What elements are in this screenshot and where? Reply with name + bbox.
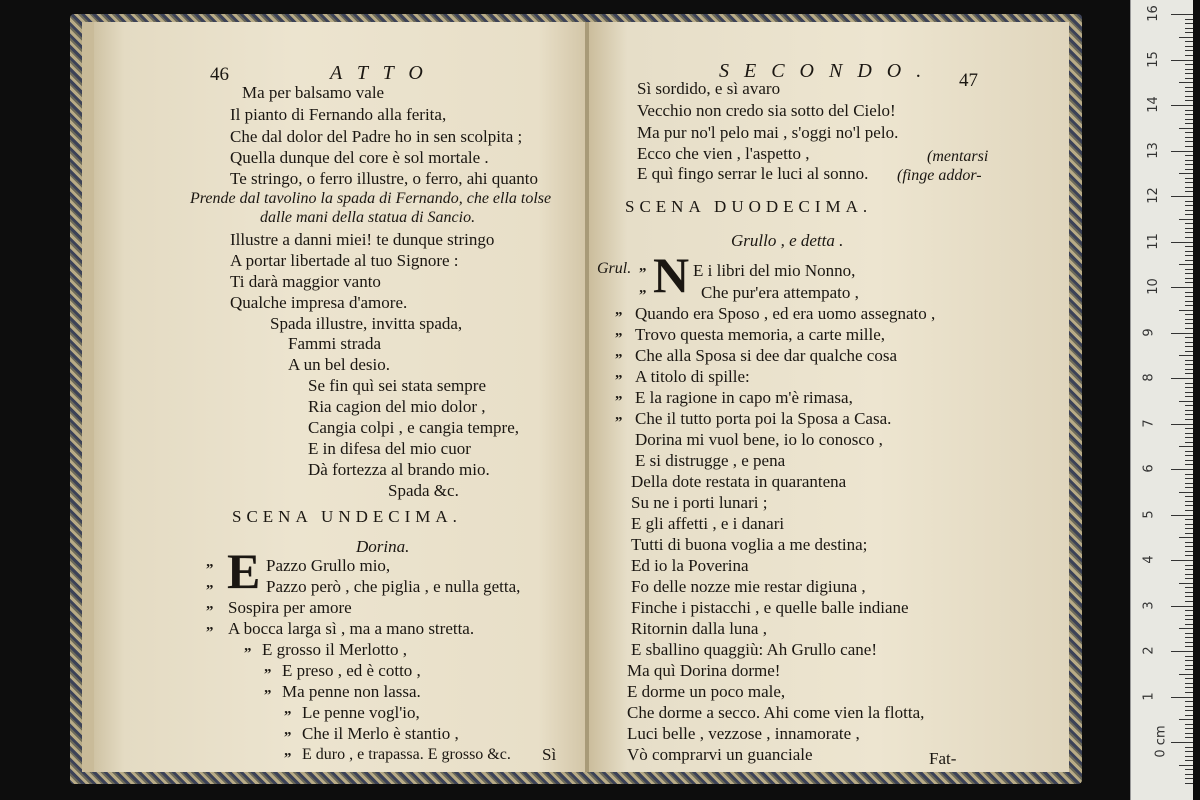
ruler-tick bbox=[1185, 314, 1193, 315]
ruler-tick bbox=[1185, 273, 1193, 274]
ruler-tick bbox=[1185, 774, 1193, 775]
ruler-tick bbox=[1185, 32, 1193, 33]
ruler-tick bbox=[1185, 19, 1193, 20]
ruler-tick bbox=[1185, 205, 1193, 206]
ruler-tick bbox=[1185, 278, 1193, 279]
text-line: E quì fingo serrar le luci al sonno. bbox=[637, 164, 869, 183]
ruler-tick bbox=[1185, 464, 1193, 465]
ruler-label: 0 cm bbox=[1153, 725, 1169, 758]
ruler-tick bbox=[1185, 519, 1193, 520]
ruler-tick bbox=[1185, 160, 1193, 161]
ruler-tick bbox=[1179, 82, 1193, 83]
ruler-tick bbox=[1179, 446, 1193, 447]
text-line: Che dal dolor del Padre ho in sen scolpita ; bbox=[230, 127, 523, 146]
ruler-tick bbox=[1185, 187, 1193, 188]
ruler-tick bbox=[1185, 692, 1193, 693]
ruler-tick bbox=[1185, 292, 1193, 293]
ruler-label: 6 bbox=[1141, 464, 1157, 473]
ruler-tick bbox=[1185, 733, 1193, 734]
ruler-tick bbox=[1185, 487, 1193, 488]
ruler-tick bbox=[1185, 687, 1193, 688]
verse-line: Luci belle , vezzose , innamorate , bbox=[627, 724, 860, 743]
ruler-tick bbox=[1185, 64, 1193, 65]
ruler-tick bbox=[1171, 424, 1193, 425]
text-line: Te stringo, o ferro illustre, o ferro, ahi quanto bbox=[230, 169, 539, 188]
verse-line: E la ragione in capo m'è rimasa, bbox=[635, 388, 853, 407]
ruler-tick bbox=[1185, 442, 1193, 443]
ruler-tick bbox=[1171, 242, 1193, 243]
measuring-ruler bbox=[1130, 0, 1193, 800]
ruler-tick bbox=[1171, 560, 1193, 561]
text-line: Fammi strada bbox=[288, 334, 382, 353]
ruler-tick bbox=[1171, 14, 1193, 15]
ruler-tick bbox=[1185, 715, 1193, 716]
ruler-tick bbox=[1179, 674, 1193, 675]
ruler-label: 8 bbox=[1141, 373, 1157, 382]
verse-line: Sospira per amore bbox=[228, 598, 352, 617]
text-line: Cangia colpi , e cangia tempre, bbox=[308, 418, 519, 437]
text-line: A un bel desio. bbox=[288, 355, 390, 374]
text-line: A portar libertade al tuo Signore : bbox=[230, 251, 459, 270]
ruler-tick bbox=[1185, 123, 1193, 124]
stage-direction: dalle mani della statua di Sancio. bbox=[260, 209, 476, 226]
ruler-tick bbox=[1185, 783, 1193, 784]
ruler-tick bbox=[1179, 719, 1193, 720]
ruler-tick bbox=[1185, 237, 1193, 238]
verse-line: E dorme un poco male, bbox=[627, 682, 786, 701]
quote-mark: „ bbox=[615, 323, 623, 339]
quote-mark: „ bbox=[615, 365, 623, 381]
ruler-tick bbox=[1171, 287, 1193, 288]
ruler-tick bbox=[1185, 69, 1193, 70]
ruler-tick bbox=[1185, 410, 1193, 411]
ruler-tick bbox=[1185, 360, 1193, 361]
ruler-tick bbox=[1185, 178, 1193, 179]
text-line: Illustre a danni miei! te dunque stringo bbox=[230, 230, 495, 249]
quote-mark: „ bbox=[206, 575, 214, 591]
verse-line: E i libri del mio Nonno, bbox=[693, 261, 856, 280]
text-line: Spada &c. bbox=[388, 481, 459, 500]
ruler-tick bbox=[1171, 378, 1193, 379]
ruler-tick bbox=[1185, 383, 1193, 384]
ruler-tick bbox=[1185, 437, 1193, 438]
quote-mark: „ bbox=[206, 617, 214, 633]
ruler-tick bbox=[1185, 601, 1193, 602]
ruler-tick bbox=[1171, 196, 1193, 197]
quote-mark: „ bbox=[244, 638, 252, 654]
ruler-tick bbox=[1185, 574, 1193, 575]
ruler-label: 5 bbox=[1141, 509, 1157, 519]
ruler-label: 2 bbox=[1141, 646, 1157, 655]
ruler-tick bbox=[1185, 455, 1193, 456]
ruler-tick bbox=[1185, 50, 1193, 51]
ruler-tick bbox=[1185, 255, 1193, 256]
verse-line: E gli affetti , e i danari bbox=[631, 514, 785, 533]
verse-line: A titolo di spille: bbox=[635, 367, 750, 386]
ruler-tick bbox=[1185, 428, 1193, 429]
ruler-tick bbox=[1171, 469, 1193, 470]
text-line: Il pianto di Fernando alla ferita, bbox=[230, 105, 447, 124]
ruler-tick bbox=[1185, 319, 1193, 320]
ruler-tick bbox=[1185, 387, 1193, 388]
ruler-tick bbox=[1185, 87, 1193, 88]
ruler-tick bbox=[1171, 515, 1193, 516]
ruler-tick bbox=[1185, 524, 1193, 525]
ruler-tick bbox=[1185, 724, 1193, 725]
ruler-tick bbox=[1185, 305, 1193, 306]
quote-mark: „ bbox=[284, 701, 292, 717]
text-line: Ria cagion del mio dolor , bbox=[308, 397, 486, 416]
quote-mark: „ bbox=[284, 722, 292, 738]
ruler-tick bbox=[1185, 596, 1193, 597]
ruler-tick bbox=[1185, 137, 1193, 138]
text-line: Spada illustre, invitta spada, bbox=[270, 314, 463, 333]
ruler-label: 16 bbox=[1145, 5, 1161, 22]
quote-mark: „ bbox=[615, 344, 623, 360]
ruler-tick bbox=[1185, 633, 1193, 634]
ruler-tick bbox=[1185, 760, 1193, 761]
ruler-tick bbox=[1185, 146, 1193, 147]
ruler-tick bbox=[1185, 501, 1193, 502]
ruler-tick bbox=[1185, 223, 1193, 224]
ruler-tick bbox=[1171, 151, 1193, 152]
ruler-tick bbox=[1185, 769, 1193, 770]
ruler-tick bbox=[1185, 678, 1193, 679]
ruler-tick bbox=[1179, 173, 1193, 174]
ruler-tick bbox=[1185, 328, 1193, 329]
ruler-tick bbox=[1185, 119, 1193, 120]
ruler-tick bbox=[1185, 41, 1193, 42]
ruler-tick bbox=[1185, 346, 1193, 347]
ruler-tick bbox=[1185, 578, 1193, 579]
verse-line: Trovo questa memoria, a carte mille, bbox=[635, 325, 886, 344]
speaker-name: Grullo , e detta . bbox=[731, 231, 844, 250]
ruler-tick bbox=[1185, 483, 1193, 484]
text-line: E in difesa del mio cuor bbox=[308, 439, 471, 458]
ruler-tick bbox=[1185, 228, 1193, 229]
ruler-tick bbox=[1185, 269, 1193, 270]
ruler-tick bbox=[1185, 155, 1193, 156]
ruler-tick bbox=[1185, 706, 1193, 707]
ruler-tick bbox=[1179, 128, 1193, 129]
ruler-tick bbox=[1185, 392, 1193, 393]
ruler-tick bbox=[1185, 282, 1193, 283]
verse-line: Ritornin dalla luna , bbox=[631, 619, 767, 638]
stage-direction: Prende dal tavolino la spada di Fernando, che ella tolse bbox=[190, 190, 552, 207]
ruler-tick bbox=[1185, 91, 1193, 92]
ruler-tick bbox=[1185, 660, 1193, 661]
ruler-tick bbox=[1185, 246, 1193, 247]
speaker-tag: Grul. bbox=[597, 260, 632, 277]
text-line: Vecchio non credo sia sotto del Cielo! bbox=[637, 101, 896, 120]
ruler-tick bbox=[1185, 323, 1193, 324]
ruler-tick bbox=[1171, 60, 1193, 61]
ruler-tick bbox=[1185, 342, 1193, 343]
ruler-tick bbox=[1185, 565, 1193, 566]
ruler-tick bbox=[1185, 414, 1193, 415]
verse-line: Che dorme a secco. Ahi come vien la flotta, bbox=[627, 703, 925, 722]
catchword: Sì bbox=[542, 745, 557, 764]
verse-line: Vò comprarvi un guanciale bbox=[627, 745, 813, 764]
ruler-tick bbox=[1171, 697, 1193, 698]
verse-line: Fo delle nozze mie restar digiuna , bbox=[631, 577, 866, 596]
ruler-tick bbox=[1179, 264, 1193, 265]
verse-line: Finche i pistacchi , e quelle balle indiane bbox=[631, 598, 909, 617]
ruler-label: 3 bbox=[1141, 600, 1157, 610]
ruler-tick bbox=[1185, 214, 1193, 215]
ruler-tick bbox=[1185, 251, 1193, 252]
ruler-tick bbox=[1185, 669, 1193, 670]
ruler-tick bbox=[1185, 96, 1193, 97]
ruler-tick bbox=[1185, 505, 1193, 506]
ruler-tick bbox=[1185, 191, 1193, 192]
ruler-tick bbox=[1185, 642, 1193, 643]
ruler-tick bbox=[1185, 610, 1193, 611]
ruler-tick bbox=[1171, 742, 1193, 743]
ruler-tick bbox=[1185, 232, 1193, 233]
verse-line: Tutti di buona voglia a me destina; bbox=[631, 535, 868, 554]
ruler-tick bbox=[1185, 451, 1193, 452]
ruler-tick bbox=[1185, 373, 1193, 374]
ruler-tick bbox=[1185, 78, 1193, 79]
text-line: Ma per balsamo vale bbox=[242, 83, 385, 102]
ruler-tick bbox=[1171, 333, 1193, 334]
drop-cap: E bbox=[227, 543, 261, 599]
ruler-tick bbox=[1185, 301, 1193, 302]
text-line: Sì sordido, e sì avaro bbox=[637, 79, 781, 98]
verse-line: Pazzo Grullo mio, bbox=[266, 556, 391, 575]
ruler-tick bbox=[1185, 419, 1193, 420]
ruler-tick bbox=[1185, 433, 1193, 434]
ruler-tick bbox=[1185, 751, 1193, 752]
ruler-tick bbox=[1185, 351, 1193, 352]
ruler-tick bbox=[1185, 23, 1193, 24]
ruler-tick bbox=[1185, 756, 1193, 757]
ruler-tick bbox=[1179, 492, 1193, 493]
ruler-tick bbox=[1185, 710, 1193, 711]
ruler-tick bbox=[1185, 615, 1193, 616]
ruler-tick bbox=[1179, 583, 1193, 584]
text-line: Ti darà maggior vanto bbox=[230, 272, 381, 291]
right-page bbox=[589, 22, 1069, 772]
ruler-label: 7 bbox=[1141, 418, 1157, 428]
verse-line: E si distrugge , e pena bbox=[635, 451, 786, 470]
ruler-tick bbox=[1171, 651, 1193, 652]
ruler-label: 1 bbox=[1141, 691, 1157, 701]
ruler-tick bbox=[1185, 728, 1193, 729]
ruler-tick bbox=[1185, 683, 1193, 684]
ruler-tick bbox=[1179, 401, 1193, 402]
verse-line: E preso , ed è cotto , bbox=[282, 661, 421, 680]
ruler-tick bbox=[1185, 100, 1193, 101]
ruler-tick bbox=[1185, 656, 1193, 657]
ruler-tick bbox=[1185, 296, 1193, 297]
ruler-label: 13 bbox=[1145, 141, 1161, 159]
running-head: A T T O bbox=[330, 62, 428, 84]
ruler-tick bbox=[1185, 460, 1193, 461]
ruler-tick bbox=[1185, 182, 1193, 183]
ruler-tick bbox=[1185, 528, 1193, 529]
ruler-tick bbox=[1185, 624, 1193, 625]
ruler-tick bbox=[1185, 164, 1193, 165]
ruler-tick bbox=[1179, 628, 1193, 629]
ruler-tick bbox=[1185, 701, 1193, 702]
ruler-tick bbox=[1185, 28, 1193, 29]
page-number: 47 bbox=[959, 70, 978, 91]
text-line: Se fin quì sei stata sempre bbox=[308, 376, 486, 395]
quote-mark: „ bbox=[206, 554, 214, 570]
text-line: Ma pur no'l pelo mai , s'oggi no'l pelo. bbox=[637, 123, 899, 142]
ruler-tick bbox=[1179, 37, 1193, 38]
ruler-tick bbox=[1185, 496, 1193, 497]
stage-direction: (mentarsi bbox=[927, 148, 989, 165]
quote-mark: „ bbox=[264, 680, 272, 696]
ruler-tick bbox=[1185, 55, 1193, 56]
ruler-tick bbox=[1171, 606, 1193, 607]
running-head: S E C O N D O . bbox=[719, 60, 927, 82]
quote-mark: „ bbox=[284, 743, 292, 759]
verse-line: A bocca larga sì , ma a mano stretta. bbox=[228, 619, 475, 638]
ruler-tick bbox=[1185, 474, 1193, 475]
verse-line: Che pur'era attempato , bbox=[701, 283, 859, 302]
quote-mark: „ bbox=[264, 659, 272, 675]
verse-line: Dorina mi vuol bene, io lo conosco , bbox=[635, 430, 883, 449]
verse-line: E sballino quaggiù: Ah Grullo cane! bbox=[631, 640, 877, 659]
text-line: Dà fortezza al brando mio. bbox=[308, 460, 490, 479]
ruler-tick bbox=[1185, 337, 1193, 338]
verse-line: Ma penne non lassa. bbox=[282, 682, 421, 701]
ruler-tick bbox=[1185, 546, 1193, 547]
ruler-tick bbox=[1185, 478, 1193, 479]
catchword: Fat- bbox=[929, 749, 957, 768]
quote-mark: „ bbox=[639, 280, 647, 296]
quote-mark: „ bbox=[206, 596, 214, 612]
ruler-tick bbox=[1185, 510, 1193, 511]
scene-heading: SCENA UNDECIMA. bbox=[232, 507, 462, 526]
ruler-tick bbox=[1179, 537, 1193, 538]
ruler-tick bbox=[1185, 592, 1193, 593]
ruler-tick bbox=[1185, 665, 1193, 666]
ruler-tick bbox=[1185, 533, 1193, 534]
ruler-tick bbox=[1185, 405, 1193, 406]
stage-direction: (finge addor- bbox=[897, 167, 982, 184]
scene-heading: SCENA DUODECIMA. bbox=[625, 197, 873, 216]
ruler-tick bbox=[1179, 310, 1193, 311]
ruler-tick bbox=[1185, 210, 1193, 211]
quote-mark: „ bbox=[615, 386, 623, 402]
ruler-label: 4 bbox=[1141, 555, 1157, 564]
ruler-tick bbox=[1185, 73, 1193, 74]
text-line: Quella dunque del core è sol mortale . bbox=[230, 148, 489, 167]
verse-line: Ed io la Poverina bbox=[631, 556, 749, 575]
ruler-tick bbox=[1185, 646, 1193, 647]
ruler-tick bbox=[1185, 778, 1193, 779]
ruler-label: 10 bbox=[1145, 278, 1161, 295]
ruler-tick bbox=[1185, 619, 1193, 620]
drop-cap: N bbox=[653, 247, 690, 303]
ruler-tick bbox=[1185, 114, 1193, 115]
ruler-tick bbox=[1185, 747, 1193, 748]
ruler-tick bbox=[1185, 369, 1193, 370]
verse-line: Ma quì Dorina dorme! bbox=[627, 661, 781, 680]
ruler-tick bbox=[1185, 637, 1193, 638]
verse-line: Quando era Sposo , ed era uomo assegnato , bbox=[635, 304, 936, 323]
ruler-tick bbox=[1185, 132, 1193, 133]
ruler-tick bbox=[1185, 396, 1193, 397]
quote-mark: „ bbox=[615, 302, 623, 318]
verse-line: Che il tutto porta poi la Sposa a Casa. bbox=[635, 409, 892, 428]
ruler-tick bbox=[1185, 364, 1193, 365]
ruler-label: 9 bbox=[1141, 327, 1157, 337]
verse-line: E grosso il Merlotto , bbox=[262, 640, 407, 659]
verse-line: E duro , e trapassa. E grosso &c. bbox=[302, 746, 511, 763]
ruler-tick bbox=[1179, 355, 1193, 356]
ruler-tick bbox=[1179, 219, 1193, 220]
verse-line: Della dote restata in quarantena bbox=[631, 472, 847, 491]
page-number: 46 bbox=[210, 64, 229, 85]
ruler-tick bbox=[1179, 765, 1193, 766]
ruler-tick bbox=[1185, 46, 1193, 47]
ruler-label: 15 bbox=[1145, 50, 1161, 68]
ruler-tick bbox=[1185, 260, 1193, 261]
text-line: Qualche impresa d'amore. bbox=[230, 293, 408, 312]
ruler-tick bbox=[1185, 110, 1193, 111]
ruler-tick bbox=[1185, 141, 1193, 142]
ruler-tick bbox=[1185, 201, 1193, 202]
verse-line: Su ne i porti lunari ; bbox=[631, 493, 768, 512]
verse-line: Pazzo però , che piglia , e nulla getta, bbox=[266, 577, 521, 596]
ruler-tick bbox=[1171, 105, 1193, 106]
verse-line: Le penne vogl'io, bbox=[302, 703, 420, 722]
ruler-tick bbox=[1185, 555, 1193, 556]
ruler-label: 14 bbox=[1145, 96, 1161, 113]
ruler-label: 11 bbox=[1145, 232, 1161, 250]
ruler-tick bbox=[1185, 569, 1193, 570]
speaker-name: Dorina. bbox=[356, 537, 410, 556]
ruler-label: 12 bbox=[1145, 187, 1161, 204]
quote-mark: „ bbox=[639, 258, 647, 274]
ruler-tick bbox=[1185, 587, 1193, 588]
quote-mark: „ bbox=[615, 407, 623, 423]
verse-line: Che il Merlo è stantio , bbox=[302, 724, 459, 743]
ruler-tick bbox=[1185, 551, 1193, 552]
ruler-tick bbox=[1185, 169, 1193, 170]
ruler-tick bbox=[1185, 542, 1193, 543]
text-line: Ecco che vien , l'aspetto , bbox=[637, 144, 810, 163]
left-page bbox=[82, 22, 599, 772]
verse-line: Che alla Sposa si dee dar qualche cosa bbox=[635, 346, 897, 365]
ruler-tick bbox=[1185, 737, 1193, 738]
